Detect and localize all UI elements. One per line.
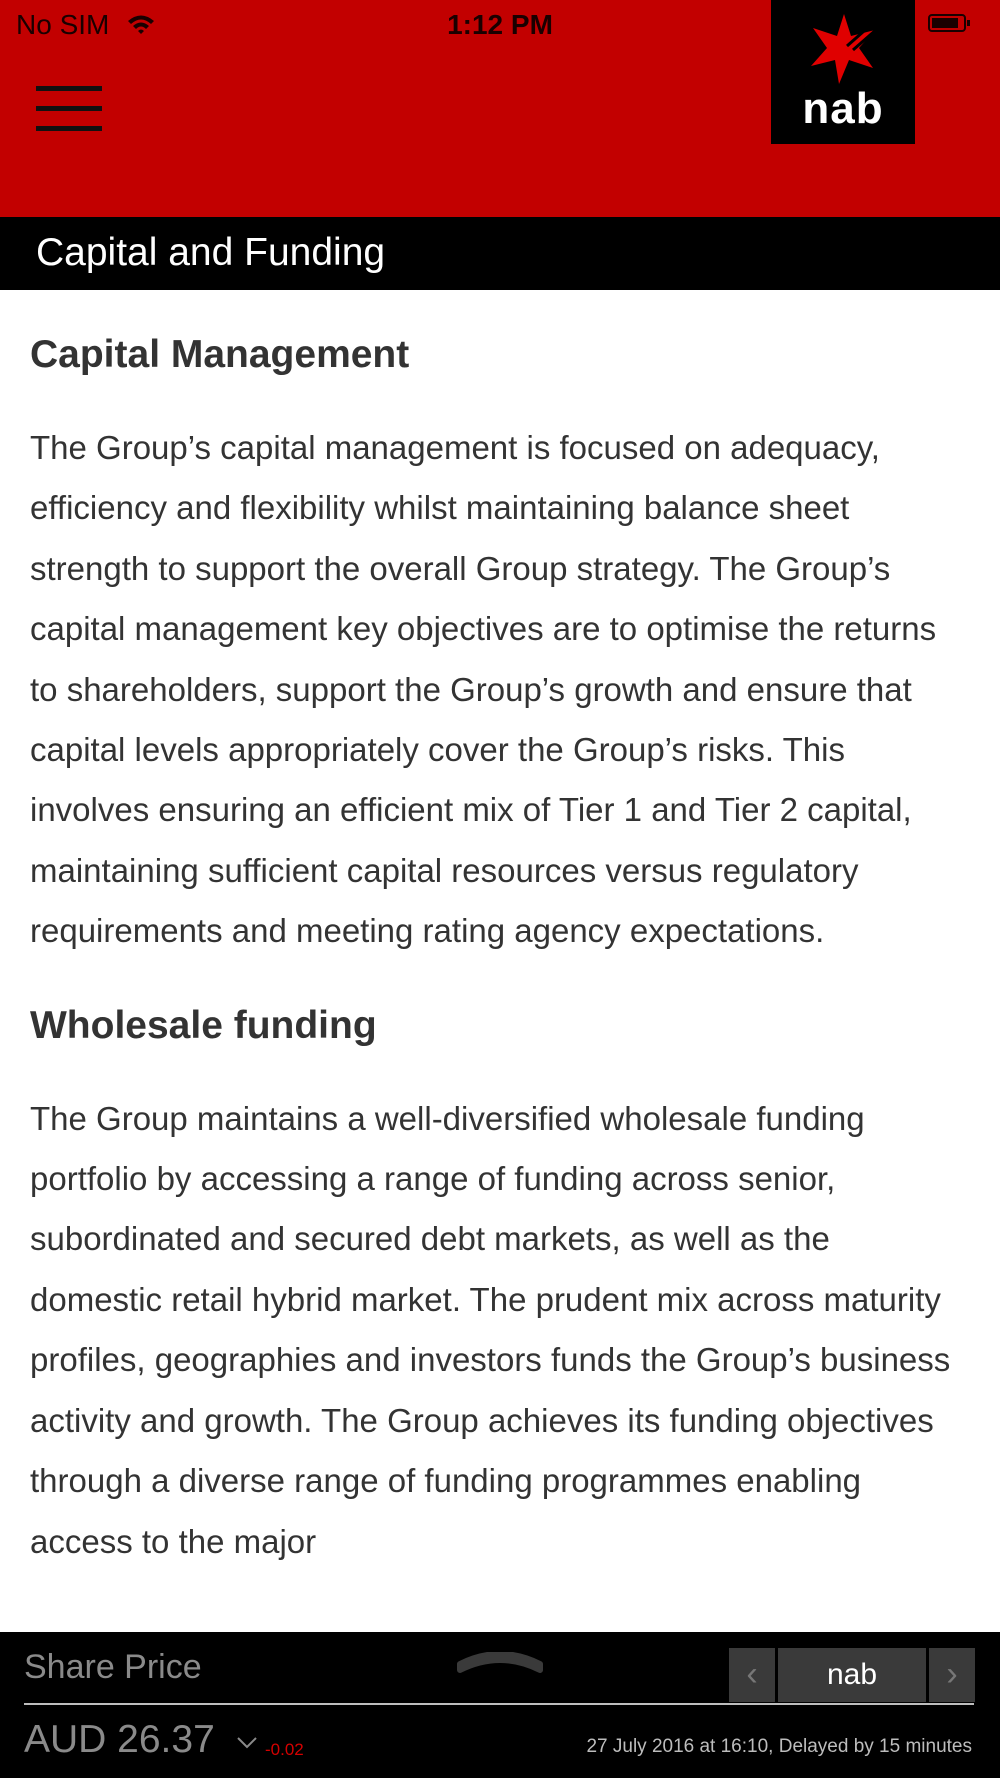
page-title: Capital and Funding <box>36 231 386 274</box>
price-change: -0.02 <box>265 1740 304 1759</box>
section-heading-wholesale-funding: Wholesale funding <box>30 1003 377 1047</box>
previous-ticker-button[interactable]: ‹ <box>729 1648 775 1702</box>
status-time: 1:12 PM <box>447 9 553 40</box>
ticker-symbol[interactable]: nab <box>778 1648 926 1702</box>
menu-button[interactable] <box>36 86 102 132</box>
price-timestamp: 27 July 2016 at 16:10, Delayed by 15 minutes <box>586 1736 972 1757</box>
section-body-capital-management: The Group’s capital management is focused on adequacy, efficiency and flexibility whilst maintaining balance sheet strength to support the overall Group strategy. The Group’s capital management key objectives are to optimise the returns to shareholders, support the Group’s growth and ensure that capital levels appropriately cover the Group’s risks. This involves ensuring an efficient mix of Tier 1 and Tier 2 capital, maintaining sufficient capital resources versus regulatory requirements and meeting rating agency expectations. <box>30 429 937 950</box>
drag-handle-icon[interactable] <box>454 1652 546 1676</box>
section-body-wholesale-funding: The Group maintains a well-diversified wholesale funding portfolio by accessing a range of funding across senior, subordinated and secured debt markets, as well as the domestic retail hybrid market. The prudent mix across maturity profiles, geographies and investors funds the Group’s business activity and growth. The Group achieves its funding objectives through a diverse range of funding programmes enabling access to the major <box>30 1099 951 1560</box>
share-price-panel <box>0 1632 1000 1778</box>
share-price-label: Share Price <box>24 1648 202 1686</box>
app-header <box>0 0 1000 217</box>
battery-icon <box>928 14 966 32</box>
section-heading-capital-management: Capital Management <box>30 333 410 376</box>
divider <box>24 1703 974 1705</box>
nab-logo <box>771 0 915 144</box>
chevron-down-icon <box>236 1736 258 1750</box>
logo-text: nab <box>802 84 884 133</box>
star-logo-icon <box>799 10 889 90</box>
share-price-value: AUD 26.37 <box>24 1718 215 1761</box>
ticker-switcher <box>729 1648 975 1704</box>
next-ticker-button[interactable]: › <box>929 1648 975 1702</box>
article-content <box>30 290 970 1632</box>
page-title-bar <box>0 217 1000 290</box>
hamburger-menu-icon <box>36 86 102 91</box>
carrier-label: No SIM <box>16 9 110 40</box>
